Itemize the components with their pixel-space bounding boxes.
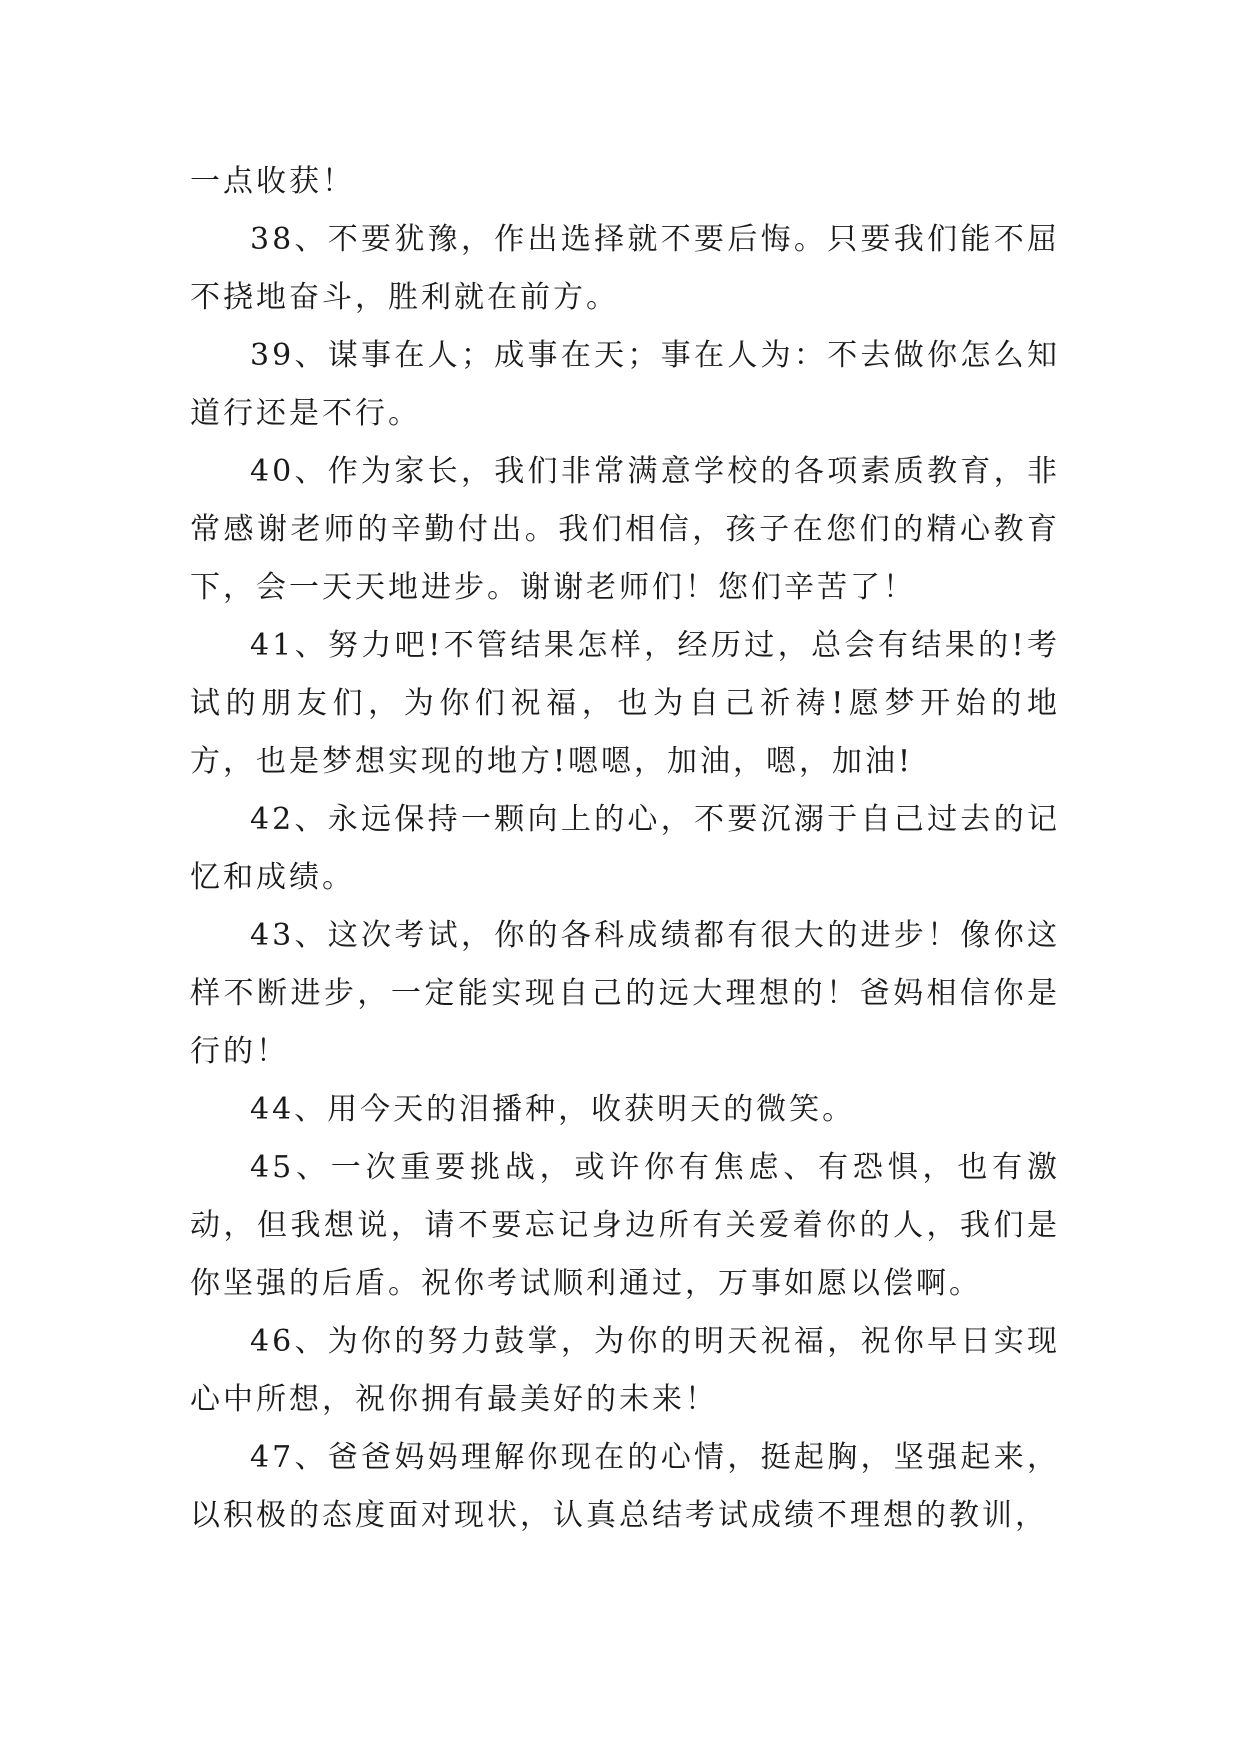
paragraph-item-38: 38、不要犹豫，作出选择就不要后悔。只要我们能不屈不挠地奋斗，胜利就在前方。 — [190, 222, 1060, 315]
paragraph-item-45: 45、一次重要挑战，或许你有焦虑、有恐惧，也有激动，但我想说，请不要忘记身边所有关爱着你的人，我们是你坚强的后盾。祝你考试顺利通过，万事如愿以偿啊。 — [190, 1150, 1060, 1301]
paragraph-continuation: 一点收获！ — [190, 164, 355, 199]
paragraph-item-44: 44、用今天的泪播种，收获明天的微笑。 — [250, 1092, 856, 1127]
paragraph-item-40: 40、作为家长，我们非常满意学校的各项素质教育，非常感谢老师的辛勤付出。我们相信，孩子在您们的精心教育下，会一天天地进步。谢谢老师们！您们辛苦了！ — [190, 454, 1060, 605]
paragraph-item-41: 41、努力吧!不管结果怎样，经历过，总会有结果的!考试的朋友们，为你们祝福，也为自己祈祷!愿梦开始的地方，也是梦想实现的地方!嗯嗯，加油，嗯，加油! — [190, 628, 1060, 779]
paragraph-item-42: 42、永远保持一颗向上的心，不要沉溺于自己过去的记忆和成绩。 — [190, 802, 1060, 895]
document-body — [190, 153, 1060, 1545]
paragraph-item-39: 39、谋事在人；成事在天；事在人为：不去做你怎么知道行还是不行。 — [190, 338, 1060, 431]
paragraph-item-43: 43、这次考试，你的各科成绩都有很大的进步！像你这样不断进步，一定能实现自己的远大理想的！爸妈相信你是行的！ — [190, 918, 1060, 1069]
paragraph-item-47: 47、爸爸妈妈理解你现在的心情，挺起胸，坚强起来，以积极的态度面对现状，认真总结考试成绩不理想的教训， — [190, 1440, 1060, 1533]
paragraph-item-46: 46、为你的努力鼓掌，为你的明天祝福，祝你早日实现心中所想，祝你拥有最美好的未来！ — [190, 1324, 1060, 1417]
